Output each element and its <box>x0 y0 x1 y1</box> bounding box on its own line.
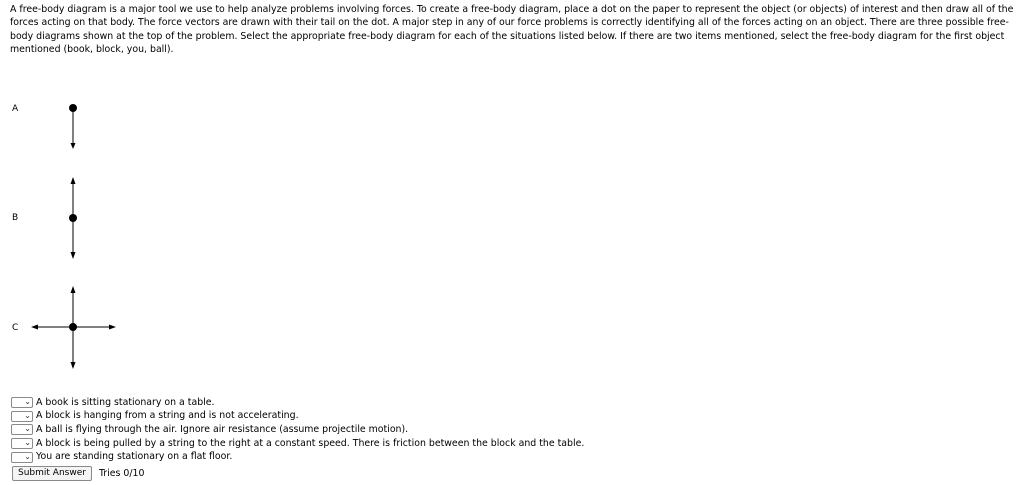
diagram-label-c: C <box>12 323 19 333</box>
diagram-c-right-arrowhead <box>109 325 116 330</box>
chevron-down-icon: ⌄ <box>24 410 31 420</box>
diagram-label-a: A <box>12 104 19 114</box>
chevron-down-icon: ⌄ <box>24 424 31 434</box>
diagram-a <box>69 104 77 149</box>
diagram-label-b: B <box>12 213 19 223</box>
situation-text-5: You are standing stationary on a flat floor. <box>36 451 233 463</box>
diagram-c-up-arrowhead <box>71 286 76 293</box>
diagram-b-down-arrowhead <box>71 252 76 259</box>
submit-row <box>12 466 144 481</box>
diagram-select-1[interactable] <box>11 397 33 408</box>
situation-list <box>11 396 711 464</box>
diagram-c-down-arrowhead <box>71 362 76 369</box>
diagram-select-5[interactable] <box>11 452 33 463</box>
free-body-diagrams <box>0 0 200 390</box>
situation-text-1: A book is sitting stationary on a table. <box>36 396 215 408</box>
diagram-c <box>31 286 116 369</box>
instructions-text: A free-body diagram is a major tool we use to help analyze problems involving forces. To create a free-body diagram, place a dot on the paper to represent the object (or objects) of interest and then draw all of the forces acting on that body. The force vectors are drawn with their tail on the dot. A major step in any of our force problems is correctly identifying all of the forces acting on an object. There are three possible free-body diagrams shown at the top of the problem. Select the appropriate free-body diagram for each of the situations listed below. If there are two items mentioned, select the free-body diagram for the first object mentioned (book, block, you, ball). <box>10 4 1014 56</box>
situation-text-2: A block is hanging from a string and is not accelerating. <box>36 410 299 422</box>
situation-text-3: A ball is flying through the air. Ignore air resistance (assume projectile motion). <box>36 423 409 435</box>
chevron-down-icon: ⌄ <box>24 451 31 461</box>
diagram-c-left-arrowhead <box>31 325 38 330</box>
diagram-select-2[interactable] <box>11 411 33 422</box>
situation-row-1 <box>11 396 711 410</box>
situation-row-2 <box>11 410 711 424</box>
diagram-b-dot <box>69 214 77 222</box>
situation-row-5 <box>11 450 711 464</box>
diagram-a-dot <box>69 104 77 112</box>
situation-text-4: A block is being pulled by a string to the right at a constant speed. There is friction between the block and the table. <box>36 437 585 449</box>
submit-answer-button[interactable]: Submit Answer <box>12 466 92 481</box>
diagram-a-down-arrowhead <box>71 143 76 149</box>
diagram-b <box>69 177 77 259</box>
diagram-select-4[interactable] <box>11 438 33 449</box>
diagram-c-dot <box>69 323 77 331</box>
tries-counter: Tries 0/10 <box>98 468 145 479</box>
diagram-b-up-arrowhead <box>71 177 76 184</box>
situation-row-4 <box>11 437 711 451</box>
diagram-select-3[interactable] <box>11 424 33 435</box>
situation-row-3 <box>11 423 711 437</box>
chevron-down-icon: ⌄ <box>24 397 31 407</box>
chevron-down-icon: ⌄ <box>24 438 31 448</box>
